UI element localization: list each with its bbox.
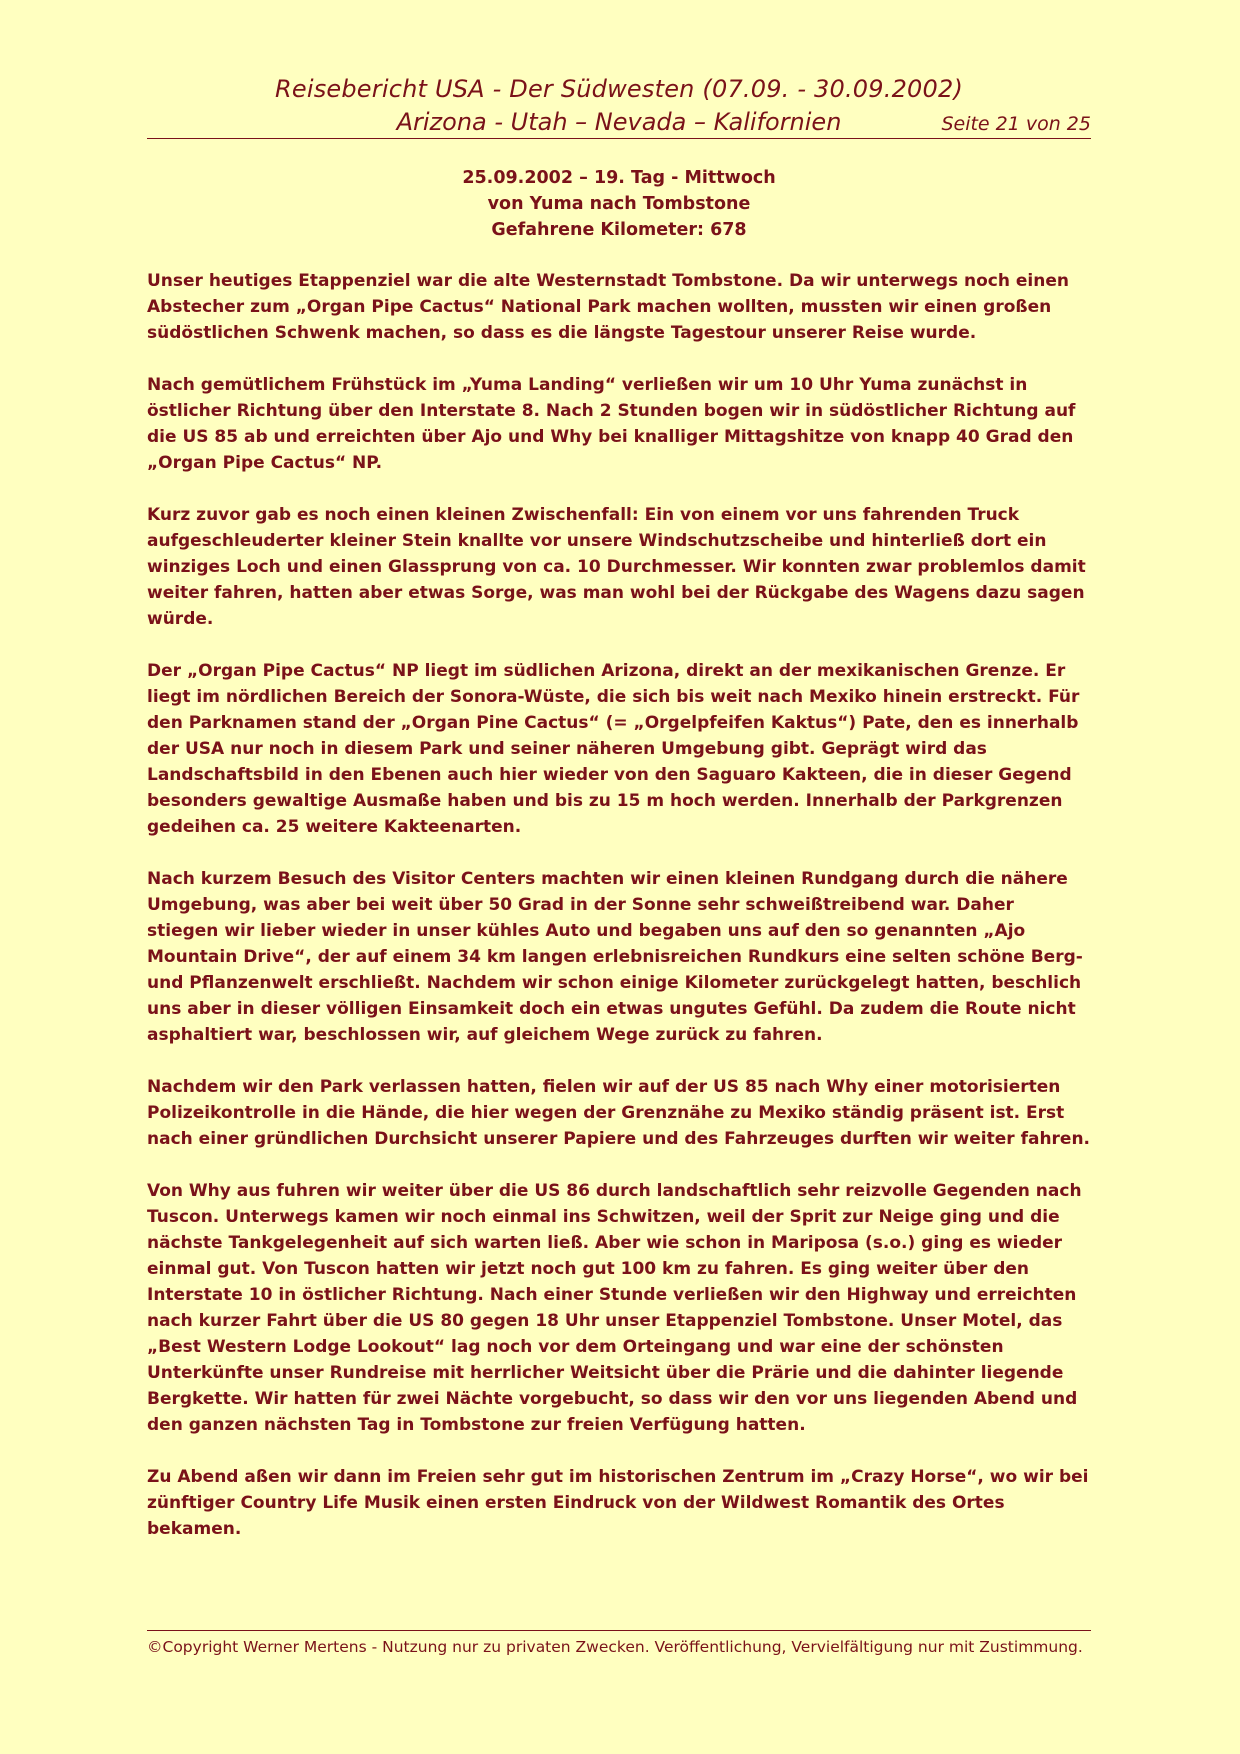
paragraph: Der „Organ Pipe Cactus“ NP liegt im südlichen Arizona, direkt an der mexikanischen Grenze. Er liegt im nördlichen Bereich der Sonora-Wüste, die sich bis weit nach Mexiko hinein erstreckt. Für den Parknamen stand der „Organ Pine Cactus“ (= „Orgelpfeifen Kaktus“) Pate, den es innerhalb der USA nur noch in diesem Park und seiner näheren Umgebung gibt. Geprägt wird das Landschaftsbild in den Ebenen auch hier wieder von den Saguaro Kakteen, die in dieser Gegend besonders gewaltige Ausmaße haben und bis zu 15 m hoch werden. Innerhalb der Parkgrenzen gedeihen ca. 25 weitere Kakteenarten. <box>147 661 1080 837</box>
report-body <box>147 268 1091 1568</box>
paragraph: Zu Abend aßen wir dann im Freien sehr gut im historischen Zentrum im „Crazy Horse“, wo wir bei zünftiger Country Life Musik einen ersten Eindruck von der Wildwest Romantik des Ortes bekamen. <box>147 1467 1089 1539</box>
day-heading <box>147 165 1091 243</box>
report-subtitle: Arizona - Utah – Nevada – Kalifornien <box>396 108 842 136</box>
paragraph: Nach kurzem Besuch des Visitor Centers machten wir einen kleinen Rundgang durch die nähere Umgebung, was aber bei weit über 50 Grad in der Sonne sehr schweißtreibend war. Daher stiegen wir lieber wieder in unser kühles Auto und begaben uns auf den so genannten „Ajo Mountain Drive“, der auf einem 34 km langen erlebnisreichen Rundkurs eine selten schöne Berg- und Pflanzenwelt erschließt. Nachdem wir schon einige Kilometer zurückgelegt hatten, beschlich uns aber in dieser völligen Einsamkeit doch ein etwas ungutes Gefühl. Da zudem die Route nicht asphaltiert war, beschlossen wir, auf gleichem Wege zurück zu fahren. <box>147 869 1083 1045</box>
paragraph: Nachdem wir den Park verlassen hatten, fielen wir auf der US 85 nach Why einer motorisierten Polizeikontrolle in die Hände, die hier wegen der Grenznähe zu Mexiko ständig präsent ist. Erst nach einer gründlichen Durchsicht unserer Papiere und des Fahrzeuges durften wir weiter fahren. <box>147 1077 1091 1149</box>
page-number: Seite 21 von 25 <box>941 113 1091 135</box>
day-date: 25.09.2002 – 19. Tag - Mittwoch <box>462 168 776 188</box>
day-kilometers: Gefahrene Kilometer: 678 <box>491 220 747 240</box>
page-header <box>147 74 1091 139</box>
paragraph: Nach gemütlichem Frühstück im „Yuma Landing“ verließen wir um 10 Uhr Yuma zunächst in östlicher Richtung über den Interstate 8. Nach 2 Stunden bogen wir in südöstlicher Richtung auf die US 85 ab und erreichten über Ajo und Why bei knalliger Mittagshitze von knapp 40 Grad den „Organ Pipe Cactus“ NP. <box>147 375 1076 473</box>
copyright-notice: ©Copyright Werner Mertens - Nutzung nur zu privaten Zwecken. Veröffentlichung, Vervielfältigung nur mit Zustimmung. <box>147 1638 1083 1656</box>
paragraph: Von Why aus fuhren wir weiter über die US 86 durch landschaftlich sehr reizvolle Gegenden nach Tuscon. Unterwegs kamen wir noch einmal ins Schwitzen, weil der Sprit zur Neige ging und die nächste Tankgelegenheit auf sich warten ließ. Aber wie schon in Mariposa (s.o.) ging es wieder einmal gut. Von Tuscon hatten wir jetzt noch gut 100 km zu fahren. Es ging weiter über den Interstate 10 in östlicher Richtung. Nach einer Stunde verließen wir den Highway und erreichten nach kurzer Fahrt über die US 80 gegen 18 Uhr unser Etappenziel Tombstone. Unser Motel, das „Best Western Lodge Lookout“ lag noch vor dem Orteingang und war eine der schönsten Unterkünfte unser Rundreise mit herrlicher Weitsicht über die Prärie und die dahinter liegende Bergkette. Wir hatten für zwei Nächte vorgebucht, so dass wir den vor uns liegenden Abend und den ganzen nächsten Tag in Tombstone zur freien Verfügung hatten. <box>147 1181 1082 1435</box>
day-route: von Yuma nach Tombstone <box>487 194 751 214</box>
page-footer <box>147 1630 1091 1659</box>
paragraph: Unser heutiges Etappenziel war die alte Westernstadt Tombstone. Da wir unterwegs noch einen Abstecher zum „Organ Pipe Cactus“ National Park machen wollten, mussten wir einen großen südöstlichen Schwenk machen, so dass es die längste Tagestour unserer Reise wurde. <box>147 271 1069 343</box>
paragraph: Kurz zuvor gab es noch einen kleinen Zwischenfall: Ein von einem vor uns fahrenden Truck aufgeschleuderter kleiner Stein knallte vor unsere Windschutzscheibe und hinterließ dort ein winziges Loch und einen Glassprung von ca. 10 Durchmesser. Wir konnten zwar problemlos damit weiter fahren, hatten aber etwas Sorge, was man wohl bei der Rückgabe des Wagens dazu sagen würde. <box>147 505 1086 629</box>
report-title: Reisebericht USA - Der Südwesten (07.09. - 30.09.2002) <box>274 75 964 103</box>
